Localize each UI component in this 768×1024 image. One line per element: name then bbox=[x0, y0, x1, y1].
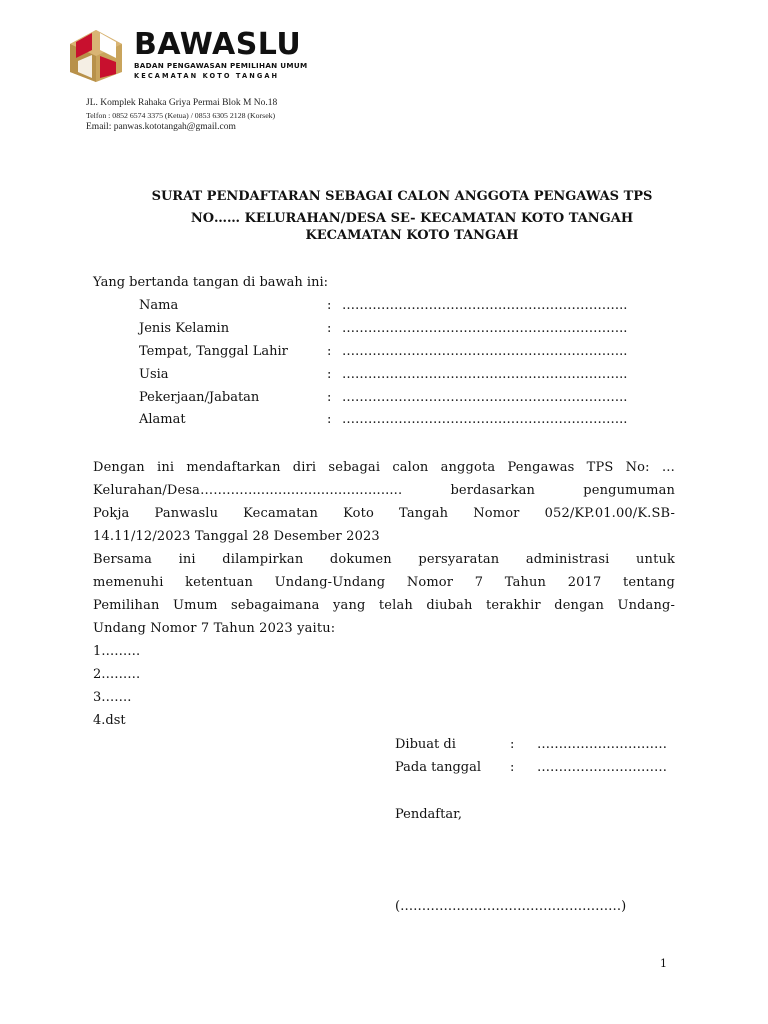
field-label-age: Usia bbox=[139, 367, 169, 382]
attachment-list-item: 1……… bbox=[93, 644, 141, 659]
field-blank-birth: ……………………………….……………………….. bbox=[342, 344, 628, 359]
field-colon: : bbox=[327, 390, 332, 405]
made-at-blank: ………………………… bbox=[537, 737, 667, 752]
registrant-label: Pendaftar, bbox=[395, 807, 463, 822]
attachment-list-item: 3……. bbox=[93, 690, 132, 705]
field-colon: : bbox=[327, 367, 332, 382]
date-blank: ………………………… bbox=[537, 760, 667, 775]
paragraph-line: Dengan ini mendaftarkan diri sebagai calon anggota Pengawas TPS No: … bbox=[93, 460, 675, 475]
field-label-birth: Tempat, Tanggal Lahir bbox=[139, 344, 288, 359]
made-at-label: Dibuat di bbox=[395, 737, 456, 752]
paragraph-line: Pemilihan Umum sebagaimana yang telah diubah terakhir dengan Undang- bbox=[93, 598, 675, 613]
field-blank-age: ……………………………….……………………….. bbox=[342, 367, 628, 382]
date-label: Pada tanggal bbox=[395, 760, 482, 775]
paragraph-line: Undang Nomor 7 Tahun 2023 yaitu: bbox=[93, 621, 336, 636]
paragraph-line: memenuhi ketentuan Undang-Undang Nomor 7 Tahun 2017 tentang bbox=[93, 575, 675, 590]
attachment-list-item: 4.dst bbox=[93, 713, 126, 728]
brand-name: BAWASLU bbox=[134, 27, 302, 62]
brand-subtitle-district: KECAMATAN KOTO TANGAH bbox=[134, 72, 280, 80]
field-label-address: Alamat bbox=[139, 412, 186, 427]
field-colon: : bbox=[327, 412, 332, 427]
field-colon: : bbox=[327, 298, 332, 313]
paragraph-line: Kelurahan/Desa…….…..................................... berdasarkan pengumuman bbox=[93, 483, 675, 498]
intro-text: Yang bertanda tangan di bawah ini: bbox=[93, 275, 328, 290]
office-phone: Telfon : 0852 6574 3375 (Ketua) / 0853 6305 2128 (Korsek) bbox=[86, 111, 276, 120]
document-title-number: NO…… KELURAHAN/DESA SE- KECAMATAN KOTO TANGAH bbox=[190, 211, 634, 226]
field-label-gender: Jenis Kelamin bbox=[139, 321, 230, 336]
paragraph-line: Pokja Panwaslu Kecamatan Koto Tangah Nomor 052/KP.01.00/K.SB- bbox=[93, 506, 675, 521]
paragraph-line: 14.11/12/2023 Tanggal 28 Desember 2023 bbox=[93, 529, 380, 544]
brand-subtitle: BADAN PENGAWASAN PEMILIHAN UMUM bbox=[134, 61, 308, 70]
field-blank-address: ……………………………….……………………….. bbox=[342, 412, 628, 427]
registrant-name-blank: (……………………………………………) bbox=[395, 899, 627, 914]
paragraph-line: Bersama ini dilampirkan dokumen persyaratan administrasi untuk bbox=[93, 552, 675, 567]
field-blank-occupation: ……………………………….……………………….. bbox=[342, 390, 628, 405]
bawaslu-logo-icon bbox=[66, 28, 126, 84]
field-colon: : bbox=[327, 344, 332, 359]
field-blank-gender: ……………………………….……………………….. bbox=[342, 321, 628, 336]
date-colon: : bbox=[510, 760, 515, 775]
made-at-colon: : bbox=[510, 737, 515, 752]
field-label-occupation: Pekerjaan/Jabatan bbox=[139, 390, 260, 405]
field-blank-name: ……………………………….……………………….. bbox=[342, 298, 628, 313]
document-title: SURAT PENDAFTARAN SEBAGAI CALON ANGGOTA PENGAWAS TPS bbox=[151, 189, 653, 204]
office-email: Email: panwas.kototangah@gmail.com bbox=[86, 122, 236, 132]
page-number: 1 bbox=[660, 957, 667, 970]
office-address: JL. Komplek Rahaka Griya Permai Blok M No.18 bbox=[86, 98, 278, 108]
field-colon: : bbox=[327, 321, 332, 336]
document-title-district: KECAMATAN KOTO TANGAH bbox=[305, 228, 519, 243]
field-label-name: Nama bbox=[139, 298, 179, 313]
attachment-list-item: 2……… bbox=[93, 667, 141, 682]
